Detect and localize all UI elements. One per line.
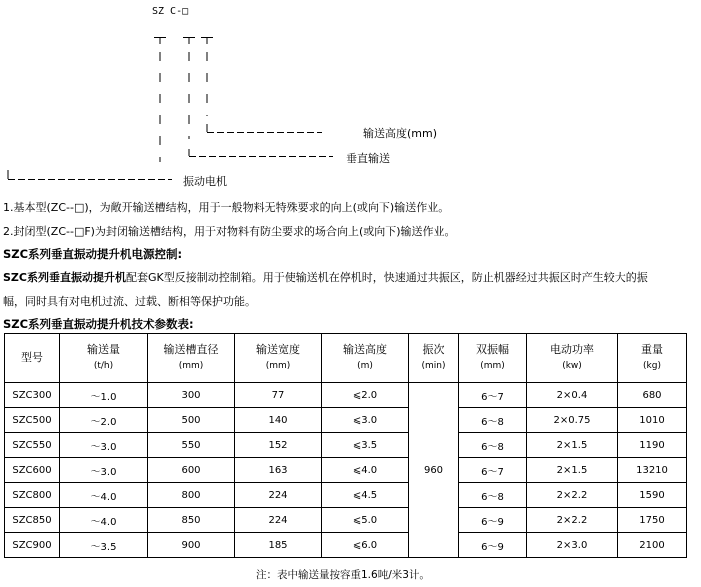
cell-weight: 2100: [618, 533, 687, 558]
model-code-leader-lines: [0, 0, 701, 200]
cell-width: 224: [235, 483, 322, 508]
type-basic: 1.基本型(ZC--□)，为敞开输送槽结构，用于一般物料无特殊要求的向上(或向下)输送作业。: [3, 201, 450, 214]
cell-capacity: ～4.0: [60, 508, 148, 533]
table-row: [5, 533, 687, 558]
table-row: [5, 383, 687, 408]
cell-power: 2×0.75: [527, 408, 618, 433]
header-width: 输送宽度 (mm): [235, 334, 322, 383]
power-control-line2: 幅，同时具有对电机过流、过载、断相等保护功能。: [3, 295, 256, 308]
cell-model: SZC850: [5, 508, 60, 533]
cell-capacity: ～3.0: [60, 458, 148, 483]
spec-table: [4, 333, 687, 558]
cell-diameter: 500: [148, 408, 235, 433]
cell-amplitude: 6～8: [459, 408, 527, 433]
cell-capacity: ～1.0: [60, 383, 148, 408]
cell-diameter: 800: [148, 483, 235, 508]
spec-table-header: [5, 334, 687, 383]
cell-diameter: 600: [148, 458, 235, 483]
cell-width: 185: [235, 533, 322, 558]
cell-amplitude: 6～9: [459, 533, 527, 558]
cell-model: SZC800: [5, 483, 60, 508]
power-control-lead: SZC系列垂直振动提升机: [3, 271, 126, 284]
label-vibration-motor: 振动电机: [183, 175, 227, 188]
label-conveying-height: 输送高度(mm): [363, 127, 438, 140]
cell-capacity: ～3.5: [60, 533, 148, 558]
cell-width: 77: [235, 383, 322, 408]
cell-model: SZC600: [5, 458, 60, 483]
header-height: 输送高度 (m): [322, 334, 409, 383]
cell-capacity: ～3.0: [60, 433, 148, 458]
cell-power: 2×0.4: [527, 383, 618, 408]
cell-height: ⩽2.0: [322, 383, 409, 408]
cell-height: ⩽6.0: [322, 533, 409, 558]
label-vertical-conveying: 垂直输送: [346, 152, 390, 165]
cell-amplitude: 6～8: [459, 483, 527, 508]
header-diameter: 输送槽直径 (mm): [148, 334, 235, 383]
cell-height: ⩽4.5: [322, 483, 409, 508]
cell-vibration: 960: [409, 383, 459, 558]
cell-weight: 680: [618, 383, 687, 408]
cell-weight: 1190: [618, 433, 687, 458]
model-code: SZ C-□: [152, 6, 189, 17]
cell-width: 163: [235, 458, 322, 483]
header-weight: 重量 (kg): [618, 334, 687, 383]
table-row: [5, 483, 687, 508]
cell-height: ⩽3.5: [322, 433, 409, 458]
cell-amplitude: 6～7: [459, 383, 527, 408]
table-row: [5, 508, 687, 533]
cell-model: SZC300: [5, 383, 60, 408]
cell-diameter: 300: [148, 383, 235, 408]
cell-diameter: 900: [148, 533, 235, 558]
cell-amplitude: 6～7: [459, 458, 527, 483]
cell-power: 2×2.2: [527, 508, 618, 533]
cell-weight: 1590: [618, 483, 687, 508]
table-note: 注：表中输送量按容重1.6吨/米3计。: [256, 569, 430, 581]
cell-weight: 13210: [618, 458, 687, 483]
header-amplitude: 双振幅 (mm): [459, 334, 527, 383]
power-control-heading: SZC系列垂直振动提升机电源控制:: [3, 247, 183, 261]
header-model: 型号: [5, 334, 60, 383]
table-row: [5, 458, 687, 483]
table-row: [5, 408, 687, 433]
cell-model: SZC900: [5, 533, 60, 558]
cell-power: 2×2.2: [527, 483, 618, 508]
header-power: 电动功率 (kw): [527, 334, 618, 383]
type-closed: 2.封闭型(ZC--□F)为封闭输送槽结构，用于对物料有防尘要求的场合向上(或向下)输送作业。: [3, 225, 456, 238]
power-control-line1: 配套GK型反接制动控制箱。用于使输送机在停机时，快速通过共振区，防止机器经过共振区时产生较大的振: [125, 271, 648, 284]
cell-weight: 1750: [618, 508, 687, 533]
cell-height: ⩽4.0: [322, 458, 409, 483]
cell-width: 224: [235, 508, 322, 533]
cell-power: 2×1.5: [527, 433, 618, 458]
header-capacity: 输送量 (t/h): [60, 334, 148, 383]
cell-weight: 1010: [618, 408, 687, 433]
cell-width: 152: [235, 433, 322, 458]
cell-amplitude: 6～8: [459, 433, 527, 458]
cell-diameter: 850: [148, 508, 235, 533]
cell-diameter: 550: [148, 433, 235, 458]
cell-height: ⩽5.0: [322, 508, 409, 533]
cell-height: ⩽3.0: [322, 408, 409, 433]
cell-amplitude: 6～9: [459, 508, 527, 533]
power-control-paragraph: [3, 269, 648, 285]
header-vibration: 振次 (min): [409, 334, 459, 383]
cell-model: SZC550: [5, 433, 60, 458]
cell-power: 2×1.5: [527, 458, 618, 483]
cell-width: 140: [235, 408, 322, 433]
spec-table-heading: SZC系列垂直振动提升机技术参数表:: [3, 317, 194, 331]
cell-power: 2×3.0: [527, 533, 618, 558]
cell-capacity: ～4.0: [60, 483, 148, 508]
cell-model: SZC500: [5, 408, 60, 433]
table-row: [5, 433, 687, 458]
cell-capacity: ～2.0: [60, 408, 148, 433]
